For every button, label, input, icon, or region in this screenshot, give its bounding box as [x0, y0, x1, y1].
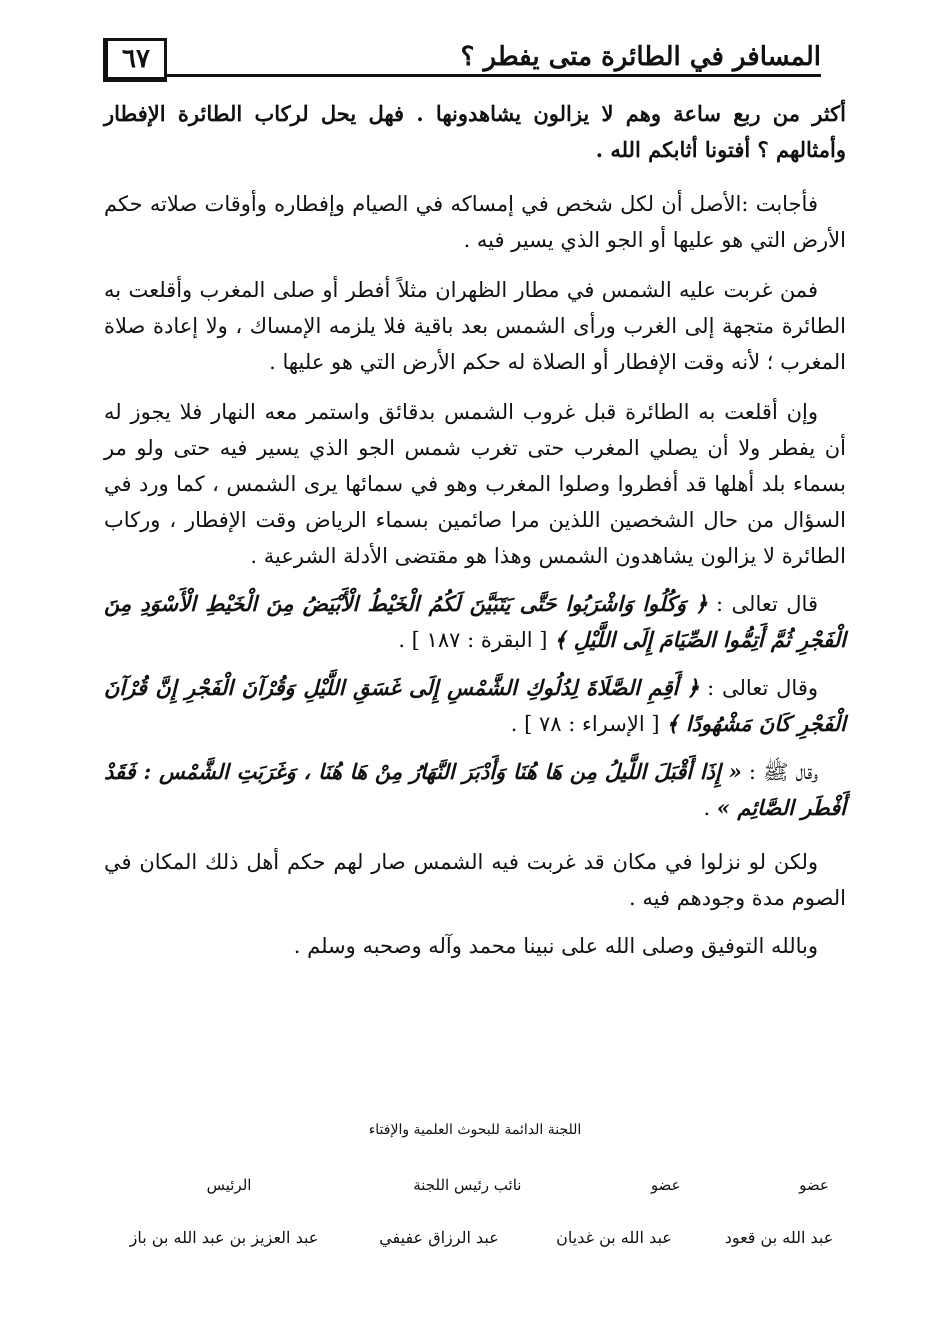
name-vice-president: عبد الرزاق عفيفي	[379, 1228, 499, 1247]
header-rule	[167, 74, 821, 77]
document-body	[104, 96, 846, 964]
quote-intro: وقال تعالى :	[707, 676, 818, 700]
verse-reference: [ الإسراء : ٧٨ ] .	[510, 712, 660, 736]
quote-intro: قال تعالى :	[716, 592, 818, 616]
quote-intro: وقال ﷺ :	[748, 760, 819, 784]
signature-roles	[104, 1176, 854, 1194]
page-header	[103, 38, 821, 86]
closing-line: وبالله التوفيق وصلى الله على نبينا محمد وآله وصحبه وسلم .	[293, 934, 818, 958]
hadith-text: « إِذَا أَقْبَلَ اللَّيلُ مِن هَا هُنَا وَأَدْبَرَ النَّهَارُ مِنْ هَا هُنَا ، وَغَرَبَتِ الشَّمْس : فَقَدْ أَفْطَر الصَّائِم »	[104, 759, 846, 820]
role-member-2: عضو	[650, 1176, 681, 1194]
role-vice-president: نائب رئيس اللجنة	[413, 1176, 522, 1194]
quran-quote-baqarah	[104, 586, 846, 658]
signature-names	[104, 1228, 854, 1247]
paragraph-sunset-at-airport: فمن غربت عليه الشمس في مطار الظهران مثلاً أفطر أو صلى المغرب وأقلعت به الطائرة متجهة إلى الغرب ورأى الشمس بعد باقية فلا يلزمه الإمساك ، ولا إعادة صلاة المغرب ؛ لأنه وقت الإفطار أو الصلاة له حكم الأرض التي هو عليها .	[104, 278, 846, 374]
quran-quote-isra	[104, 670, 846, 742]
committee-name: اللجنة الدائمة للبحوث العلمية والإفتاء	[368, 1122, 582, 1138]
name-member-2: عبد الله بن غديان	[556, 1228, 672, 1247]
name-president: عبد العزيز بن عبد الله بن باز	[129, 1228, 319, 1247]
question-continuation: أكثر من ربع ساعة وهم لا يزالون يشاهدونها . فهل يحل لركاب الطائرة الإفطار وأمثالهم ؟ أفتونا أثابكم الله .	[104, 101, 846, 162]
hadith-end: .	[703, 796, 711, 820]
hadith-quote	[104, 754, 846, 826]
role-member-1: عضو	[799, 1176, 829, 1194]
role-president: الرئيس	[206, 1176, 252, 1194]
quran-verse-text: ﴿ وَكُلُوا وَاشْرَبُوا حَتَّى يَتَبَيَّنَ لَكُمُ الْخَيْطُ الْأَبْيَضُ مِنَ الْخَيْطِ الْأَسْوَدِ مِنَ الْفَجْرِ ثُمَّ أَتِمُّوا الصِّيَامَ إِلَى اللَّيْلِ ﴾	[104, 591, 846, 652]
quran-verse-text: ﴿ أَقِمِ الصَّلَاةَ لِدُلُوكِ الشَّمْسِ إِلَى غَسَقِ اللَّيْلِ وَقُرْآنَ الْفَجْرِ إِنَّ قُرْآنَ الْفَجْرِ كَانَ مَشْهُودًا ﴾	[104, 675, 846, 736]
paragraph-landing: ولكن لو نزلوا في مكان قد غربت فيه الشمس صار لهم حكم أهل ذلك المكان في الصوم مدة وجودهم فيه .	[104, 850, 846, 910]
verse-reference: [ البقرة : ١٨٧ ] .	[398, 628, 548, 652]
answer-paragraph: فأجابت :الأصل أن لكل شخص في إمساكه في الصيام وإفطاره وأوقات صلاته حكم الأرض التي هو عليها أو الجو الذي يسير فيه .	[104, 192, 846, 252]
page-number: ٦٧	[103, 38, 167, 82]
running-title: المسافر في الطائرة متى يفطر ؟	[460, 42, 821, 72]
name-member-1: عبد الله بن قعود	[724, 1228, 834, 1247]
paragraph-takeoff-before-sunset: وإن أقلعت به الطائرة قبل غروب الشمس بدقائق واستمر معه النهار فلا يجوز له أن يفطر ولا أن يصلي المغرب حتى تغرب شمس الجو الذي يسير فيه حتى ولو مر بسماء بلد أهلها قد أفطروا وصلوا المغرب وهو في سمائها يرى الشمس ، كما ورد في السؤال من حال الشخصين اللذين مرا صائمين بسماء الرياض وقت الإفطار ، وركاب الطائرة لا يزالون يشاهدون الشمس وهذا هو مقتضى الأدلة الشرعية .	[104, 400, 846, 568]
